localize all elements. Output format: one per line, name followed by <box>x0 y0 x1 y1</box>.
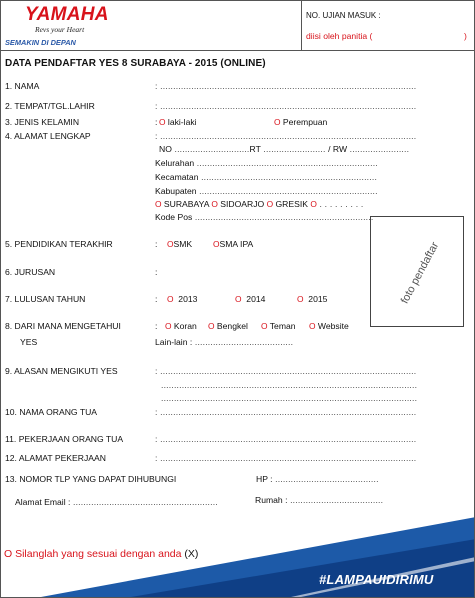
lain-lain-label: Lain-lain : <box>155 337 193 347</box>
label-alasan: 9. ALASAN MENGIKUTI YES <box>5 366 118 376</box>
radio-circle-icon: O <box>309 321 316 331</box>
option-smk[interactable] <box>167 239 192 249</box>
label-alamat-pekerjaan: 12. ALAMAT PEKERJAAN <box>5 453 106 463</box>
radio-circle-icon: O <box>4 548 13 560</box>
no-label: NO <box>159 144 172 154</box>
option-label: SMK <box>173 239 193 249</box>
label-dari-mana: 8. DARI MANA MENGETAHUI <box>5 321 121 331</box>
radio-circle-icon: O <box>274 117 281 127</box>
sumber-colon: : <box>155 321 158 331</box>
lulusan-colon: : <box>155 294 158 304</box>
city-sidoarjo: SIDOARJO <box>220 199 265 209</box>
input-pekerjaan-ortu[interactable]: : ................................................................................................... <box>155 434 417 444</box>
radio-circle-icon: O <box>165 321 172 331</box>
kelurahan-label: Kelurahan <box>155 158 195 168</box>
input-alamat-pekerjaan[interactable]: : ................................................................................................... <box>155 453 417 463</box>
option-label: 2014 <box>246 294 266 304</box>
input-alasan-2[interactable]: ................................................................................................... <box>161 380 418 390</box>
label-pekerjaan-ortu: 11. PEKERJAAN ORANG TUA <box>5 434 124 444</box>
city-gresik: GRESIK <box>275 199 308 209</box>
option-laki[interactable] <box>159 117 197 127</box>
rw-label: / RW <box>328 144 348 154</box>
instruction-text: Silanglah yang sesuai dengan anda <box>15 548 182 560</box>
label-nama: 1. NAMA <box>5 81 40 91</box>
label-tempat: 2. TEMPAT/TGL.LAHIR <box>5 101 95 111</box>
radio-circle-icon: O <box>159 117 166 127</box>
option-label: Teman <box>269 321 296 331</box>
hp-label: HP : <box>256 474 273 484</box>
label-nama-ortu: 10. NAMA ORANG TUA <box>5 407 98 417</box>
tagline: Revs your Heart <box>35 25 85 34</box>
option-label: Koran <box>173 321 197 331</box>
photo-box[interactable] <box>370 216 464 327</box>
label-lulusan: 7. LULUSAN TAHUN <box>5 294 86 304</box>
option-bengkel[interactable] <box>208 321 248 331</box>
gender-colon: : <box>155 117 158 127</box>
pendidikan-colon: : <box>155 239 158 249</box>
label-jurusan: 6. JURUSAN <box>5 267 56 277</box>
radio-circle-icon: O <box>208 321 215 331</box>
photo-label: foto pendaftar <box>398 240 442 306</box>
logo-area <box>1 1 302 51</box>
option-website[interactable] <box>309 321 349 331</box>
slogan: SEMAKIN DI DEPAN <box>5 38 76 47</box>
option-teman[interactable] <box>261 321 296 331</box>
no-ujian-box <box>302 1 475 51</box>
option-label: SMA IPA <box>219 239 254 249</box>
city-options[interactable]: O SURABAYA O SIDOARJO O GRESIK O . . . . . . . . . <box>155 199 364 209</box>
rumah-row[interactable]: Rumah : .................................... <box>255 495 384 505</box>
rt-label: RT <box>249 144 261 154</box>
radio-circle-icon: O <box>266 199 274 209</box>
input-alasan-3[interactable]: ................................................................................................... <box>161 393 418 403</box>
kecamatan-row[interactable]: Kecamatan .................................................................... <box>155 172 378 182</box>
hashtag: #LAMPAUIDIRIMU <box>319 572 434 587</box>
email-label: Alamat Email : <box>15 497 71 507</box>
kabupaten-label: Kabupaten <box>155 186 197 196</box>
lain-lain-row[interactable]: Lain-lain : ...................................... <box>155 337 294 347</box>
input-jurusan[interactable]: : <box>155 267 158 277</box>
option-koran[interactable] <box>165 321 197 331</box>
rumah-label: Rumah : <box>255 495 288 505</box>
option-label: 2013 <box>178 294 198 304</box>
option-2013[interactable] <box>167 294 197 304</box>
option-label: Perempuan <box>282 117 328 127</box>
kelurahan-row[interactable]: Kelurahan ...................................................................... <box>155 158 378 168</box>
city-surabaya: SURABAYA <box>163 199 209 209</box>
radio-circle-icon: O <box>310 199 317 209</box>
label-nomor-tlp: 13. NOMOR TLP YANG DAPAT DIHUBUNGI <box>5 474 177 484</box>
input-tempat[interactable]: : ................................................................................................... <box>155 101 417 111</box>
option-perempuan[interactable] <box>274 117 327 127</box>
option-label: 2015 <box>308 294 328 304</box>
no-ujian-label: NO. UJIAN MASUK : <box>306 11 381 20</box>
label-dari-mana-2: YES <box>20 337 38 347</box>
input-nama-ortu[interactable]: : ................................................................................................... <box>155 407 417 417</box>
radio-circle-icon: O <box>297 294 304 304</box>
input-nama[interactable]: : ................................................................................................... <box>155 81 417 91</box>
x-mark: (X) <box>184 548 199 560</box>
kabupaten-row[interactable]: Kabupaten ..................................................................... <box>155 186 378 196</box>
address-no-row[interactable]: NO .............................RT ........................ / RW ....................... <box>159 144 410 154</box>
radio-circle-icon: O <box>261 321 268 331</box>
radio-circle-icon: O <box>167 239 174 249</box>
option-2015[interactable] <box>297 294 327 304</box>
radio-circle-icon: O <box>167 294 174 304</box>
no-ujian-note: diisi oleh panitia ( <box>306 31 373 41</box>
yamaha-logo: YAMAHA <box>25 4 109 25</box>
label-jenis-kelamin: 3. JENIS KELAMIN <box>5 117 80 127</box>
label-alamat: 4. ALAMAT LENGKAP <box>5 131 91 141</box>
radio-circle-icon: O <box>211 199 218 209</box>
hp-row[interactable]: HP : ........................................ <box>256 474 379 484</box>
kecamatan-label: Kecamatan <box>155 172 199 182</box>
option-label: Bengkel <box>216 321 248 331</box>
radio-circle-icon: O <box>235 294 242 304</box>
label-pendidikan: 5. PENDIDIKAN TERAKHIR <box>5 239 113 249</box>
form-title: DATA PENDAFTAR YES 8 SURABAYA - 2015 (ONLINE) <box>5 58 266 69</box>
input-alamat[interactable]: : ................................................................................................... <box>155 131 417 141</box>
kodepos-row[interactable]: Kode Pos ..................................................................... <box>155 212 374 222</box>
input-alasan-1[interactable]: : ................................................................................................... <box>155 366 417 376</box>
radio-circle-icon: O <box>155 199 162 209</box>
option-2014[interactable] <box>235 294 265 304</box>
no-ujian-note-close: ) <box>464 31 467 41</box>
option-sma-ipa[interactable] <box>213 239 253 249</box>
option-label: laki-laki <box>167 117 197 127</box>
email-row[interactable]: Alamat Email : ........................................................ <box>15 497 218 507</box>
option-label: Website <box>317 321 349 331</box>
footer-instruction <box>4 548 198 560</box>
kodepos-label: Kode Pos <box>155 212 193 222</box>
radio-circle-icon: O <box>213 239 220 249</box>
